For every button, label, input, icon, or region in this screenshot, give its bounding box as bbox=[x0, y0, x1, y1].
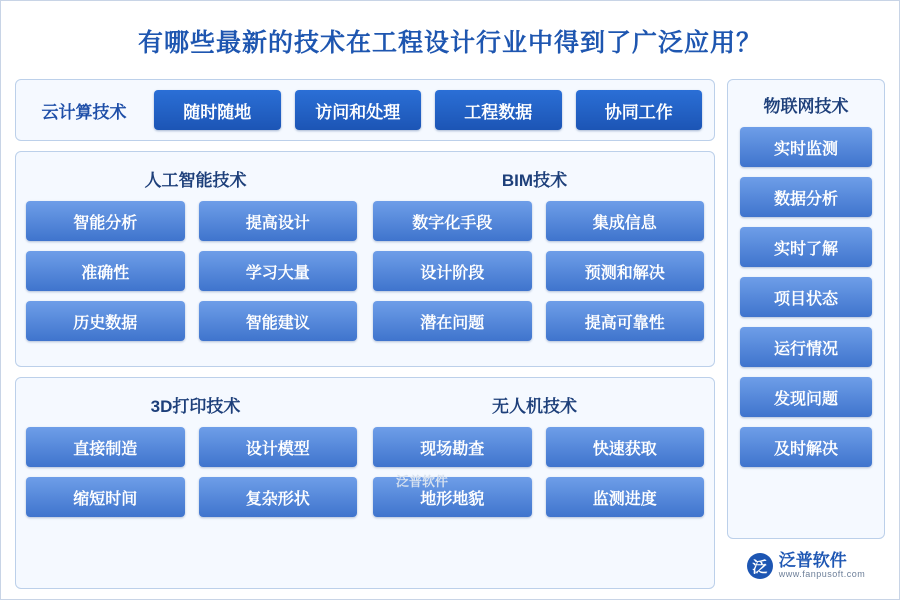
cloud-chip[interactable]: 访问和处理 bbox=[295, 90, 422, 130]
iot-chip-group bbox=[740, 127, 872, 532]
iot-chip[interactable]: 实时监测 bbox=[740, 127, 872, 167]
ai-chip[interactable]: 提高设计 bbox=[199, 201, 358, 241]
bim-section-title: BIM技术 bbox=[501, 171, 568, 190]
uav-chip-group bbox=[373, 427, 704, 517]
logo-company-name: 泛普软件 bbox=[778, 551, 847, 571]
right-column bbox=[727, 79, 885, 589]
cloud-chip[interactable]: 工程数据 bbox=[435, 90, 562, 130]
printing-chip[interactable]: 复杂形状 bbox=[199, 477, 358, 517]
iot-section-title: 物联网技术 bbox=[763, 97, 849, 116]
uav-chip[interactable]: 快速获取 bbox=[546, 427, 705, 467]
printing-chip-group bbox=[26, 427, 357, 517]
page-title: 有哪些最新的技术在工程设计行业中得到了广泛应用？ bbox=[137, 29, 762, 57]
ai-bim-headers bbox=[26, 160, 704, 201]
printing-section-title: 3D打印技术 bbox=[150, 397, 241, 416]
ai-chip[interactable]: 历史数据 bbox=[26, 301, 185, 341]
bim-chip[interactable]: 设计阶段 bbox=[373, 251, 532, 291]
iot-chip[interactable]: 发现问题 bbox=[740, 377, 872, 417]
ai-chip[interactable]: 学习大量 bbox=[199, 251, 358, 291]
cloud-chip[interactable]: 随时随地 bbox=[154, 90, 281, 130]
cloud-computing-label: 云计算技术 bbox=[41, 102, 127, 122]
bim-chip[interactable]: 集成信息 bbox=[546, 201, 705, 241]
printing-chip[interactable]: 缩短时间 bbox=[26, 477, 185, 517]
bim-chip-group bbox=[373, 201, 704, 341]
ai-chip[interactable]: 准确性 bbox=[26, 251, 185, 291]
printing-uav-headers bbox=[26, 386, 704, 427]
cloud-chip[interactable]: 协同工作 bbox=[576, 90, 703, 130]
printing-chip[interactable]: 设计模型 bbox=[199, 427, 358, 467]
ai-chip-group bbox=[26, 201, 357, 341]
ai-bim-grid bbox=[26, 201, 704, 341]
iot-chip[interactable]: 运行情况 bbox=[740, 327, 872, 367]
uav-chip[interactable]: 现场勘查 bbox=[373, 427, 532, 467]
cloud-computing-panel bbox=[15, 79, 715, 141]
brand-logo bbox=[727, 543, 885, 589]
logo-icon: 泛 bbox=[747, 553, 773, 579]
ai-bim-panel bbox=[15, 151, 715, 367]
printing-uav-grid bbox=[26, 427, 704, 517]
cloud-computing-chips bbox=[154, 90, 702, 130]
uav-chip[interactable]: 地形地貌 bbox=[373, 477, 532, 517]
iot-chip[interactable]: 项目状态 bbox=[740, 277, 872, 317]
printing-chip[interactable]: 直接制造 bbox=[26, 427, 185, 467]
iot-chip[interactable]: 数据分析 bbox=[740, 177, 872, 217]
logo-website: www.fanpusoft.com bbox=[778, 569, 866, 580]
uav-chip[interactable]: 监测进度 bbox=[546, 477, 705, 517]
bim-chip[interactable]: 提高可靠性 bbox=[546, 301, 705, 341]
iot-panel bbox=[727, 79, 885, 539]
bim-chip[interactable]: 预测和解决 bbox=[546, 251, 705, 291]
uav-section-title: 无人机技术 bbox=[492, 397, 577, 416]
iot-chip[interactable]: 及时解决 bbox=[740, 427, 872, 467]
logo-text bbox=[779, 552, 866, 579]
ai-section-title: 人工智能技术 bbox=[144, 171, 247, 190]
left-column bbox=[15, 79, 715, 589]
diagram-body bbox=[15, 79, 885, 589]
watermark: 泛普软件 bbox=[396, 474, 449, 489]
printing-uav-panel bbox=[15, 377, 715, 589]
ai-chip[interactable]: 智能建议 bbox=[199, 301, 358, 341]
bim-chip[interactable]: 潜在问题 bbox=[373, 301, 532, 341]
ai-chip[interactable]: 智能分析 bbox=[26, 201, 185, 241]
iot-chip[interactable]: 实时了解 bbox=[740, 227, 872, 267]
bim-chip[interactable]: 数字化手段 bbox=[373, 201, 532, 241]
